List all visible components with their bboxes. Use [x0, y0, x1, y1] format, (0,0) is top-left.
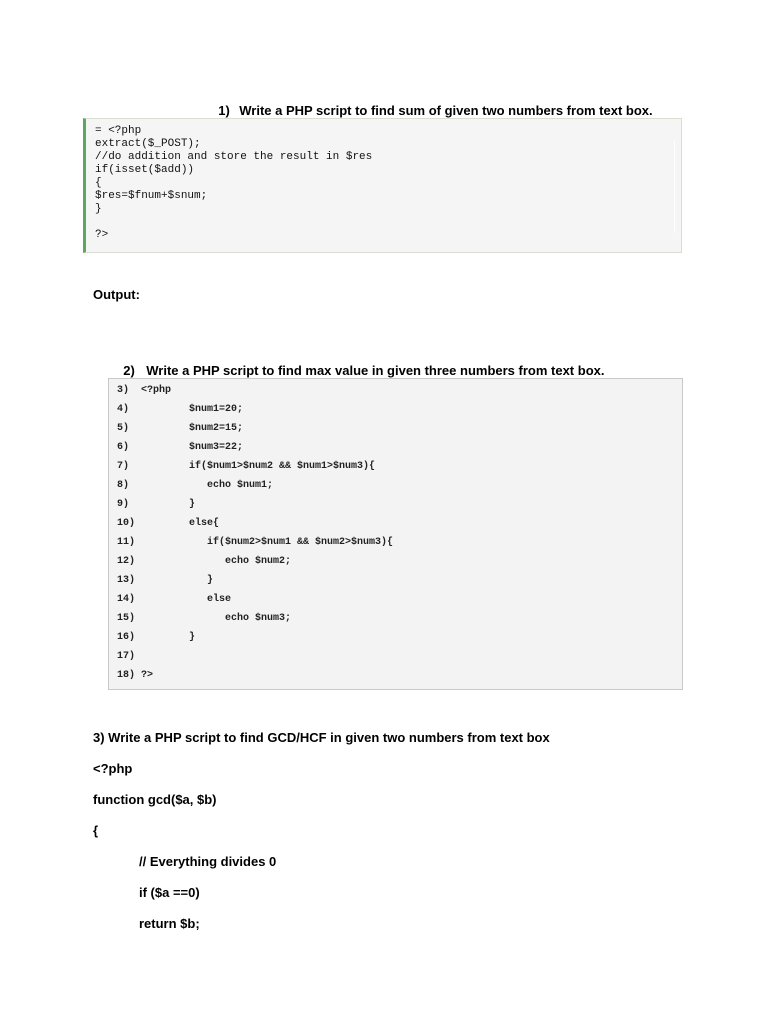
- code-text: $num1=20;: [141, 404, 244, 415]
- code-row: [117, 499, 195, 518]
- question-2-title: [116, 348, 604, 378]
- line-number: 5): [117, 423, 130, 434]
- code-row: [117, 651, 141, 670]
- question-1-number: 1): [218, 103, 230, 118]
- code-line: [95, 216, 372, 229]
- code-line: ?>: [95, 229, 109, 241]
- code-text: }: [141, 575, 214, 586]
- code-line: $res=$fnum+$snum;: [95, 190, 208, 202]
- line-number: 18): [117, 670, 136, 681]
- code-text: if($num2>$num1 && $num2>$num3){: [141, 537, 394, 548]
- line-number: 13): [117, 575, 136, 586]
- code-line: extract($_POST);: [95, 138, 201, 150]
- line-number: 14): [117, 594, 136, 605]
- code-row: [117, 442, 243, 461]
- line-number: 12): [117, 556, 136, 567]
- question-1-title: [211, 88, 653, 118]
- code-line: {: [93, 823, 99, 838]
- code-text: echo $num1;: [141, 480, 274, 491]
- output-label: Output:: [93, 287, 140, 302]
- code-block-1: [83, 118, 682, 253]
- question-2-number: 2): [123, 363, 135, 378]
- code-text: else{: [141, 518, 220, 529]
- line-number: 7): [117, 461, 130, 472]
- code-text: else: [141, 594, 232, 605]
- line-number: 10): [117, 518, 136, 529]
- code-text: $num2=15;: [141, 423, 244, 434]
- code-line: = <?php: [95, 125, 142, 137]
- code-row: [117, 556, 291, 575]
- code-row: [117, 575, 213, 594]
- code-line: function gcd($a, $b): [93, 792, 217, 807]
- code-row: [117, 518, 219, 537]
- code-row: [117, 670, 153, 689]
- code-text: }: [141, 499, 196, 510]
- line-number: 6): [117, 442, 130, 453]
- line-number: 15): [117, 613, 136, 624]
- code-text: <?php: [141, 385, 172, 396]
- line-number: 8): [117, 480, 130, 491]
- code-row: [117, 385, 171, 404]
- code-row: [117, 632, 195, 651]
- code-row: [117, 613, 291, 632]
- code-text: if($num1>$num2 && $num1>$num3){: [141, 461, 376, 472]
- code-block-2: [108, 378, 683, 690]
- code-row: [117, 537, 393, 556]
- code-line: return $b;: [139, 916, 200, 931]
- line-number: 16): [117, 632, 136, 643]
- code-text: }: [141, 632, 196, 643]
- question-1-text: Write a PHP script to find sum of given two numbers from text box.: [239, 103, 653, 118]
- code-block-1-content: [95, 125, 372, 242]
- code-line: // Everything divides 0: [139, 854, 277, 869]
- code-row: [117, 404, 243, 423]
- code-row: [117, 480, 273, 499]
- code-text: echo $num3;: [141, 613, 292, 624]
- line-number: 3): [117, 385, 130, 396]
- code-line: //do addition and store the result in $res: [95, 151, 373, 163]
- line-number: 11): [117, 537, 136, 548]
- line-number: 9): [117, 499, 130, 510]
- code-text: $num3=22;: [141, 442, 244, 453]
- code-line: if ($a ==0): [139, 885, 200, 900]
- code-line: }: [95, 203, 102, 215]
- code-row: [117, 461, 375, 480]
- code-line: if(isset($add)): [95, 164, 195, 176]
- line-number: 17): [117, 651, 136, 662]
- question-2-text: Write a PHP script to find max value in given three numbers from text box.: [146, 363, 605, 378]
- code-text: echo $num2;: [141, 556, 292, 567]
- line-number: 4): [117, 404, 130, 415]
- code-text: ?>: [141, 670, 154, 681]
- code-line: {: [95, 177, 102, 189]
- code-row: [117, 423, 243, 442]
- code-block-1-divider: [674, 141, 675, 233]
- code-line: <?php: [93, 761, 133, 776]
- question-3-title: 3) Write a PHP script to find GCD/HCF in given two numbers from text box: [93, 730, 550, 745]
- code-row: [117, 594, 231, 613]
